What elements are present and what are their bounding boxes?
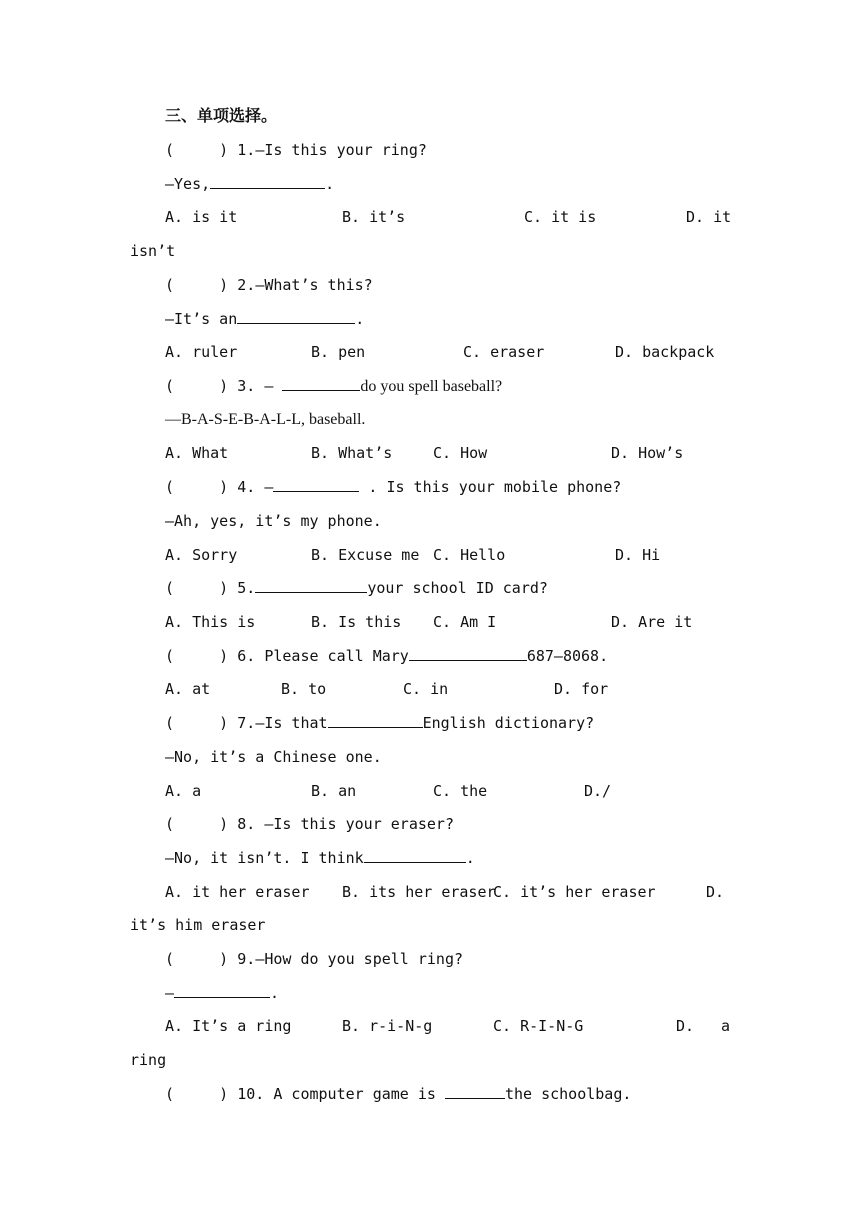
option-a: A. ruler xyxy=(165,343,238,361)
option-c: C. eraser xyxy=(463,343,545,361)
response-text: —It’s an xyxy=(165,310,238,328)
question-stem-start: — xyxy=(264,478,274,496)
answer-paren: ( ) xyxy=(165,579,229,597)
question-stem-end: the schoolbag. xyxy=(504,1085,632,1103)
option-a: A. a xyxy=(165,782,202,800)
question-stem-end: English dictionary? xyxy=(422,714,595,732)
question-3 xyxy=(165,376,502,397)
question-stem: —Is this your ring? xyxy=(255,141,427,159)
option-d: D. Are it xyxy=(611,613,693,631)
question-number: 8. xyxy=(237,815,256,833)
answer-paren: ( ) xyxy=(165,647,229,665)
response-text: —No, it isn’t. I think xyxy=(165,849,364,867)
answer-blank xyxy=(282,376,360,391)
answer-paren: ( ) xyxy=(165,714,229,732)
option-a: A. This is xyxy=(165,613,256,631)
answer-blank xyxy=(237,309,355,324)
option-c: C. R-I-N-G xyxy=(493,1017,584,1035)
question-stem-start: —Is that xyxy=(255,714,328,732)
answer-paren: ( ) xyxy=(165,141,229,159)
option-d: D. Hi xyxy=(615,546,661,564)
response-text: — xyxy=(165,984,175,1002)
option-c: C. How xyxy=(433,444,488,462)
option-c: C. in xyxy=(403,680,449,698)
option-d-wrap: it’s him eraser xyxy=(130,916,266,934)
answer-blank xyxy=(364,848,466,863)
question-stem-start: Please call Mary xyxy=(264,647,409,665)
option-c: C. the xyxy=(433,782,488,800)
question-7-response: —No, it’s a Chinese one. xyxy=(165,748,382,766)
section-title: 三、单项选择。 xyxy=(165,106,278,125)
question-stem: —How do you spell ring? xyxy=(255,950,464,968)
option-a: A. at xyxy=(165,680,211,698)
response-end: . xyxy=(465,849,475,867)
question-stem: —What’s this? xyxy=(255,276,373,294)
option-a: A. What xyxy=(165,444,229,462)
answer-blank xyxy=(255,578,367,593)
option-d: D. xyxy=(706,883,725,901)
question-7 xyxy=(165,713,594,733)
option-a: A. it her eraser xyxy=(165,883,310,901)
answer-paren: ( ) xyxy=(165,1085,229,1103)
answer-paren: ( ) xyxy=(165,377,229,395)
option-d: D. How’s xyxy=(611,444,684,462)
option-b: B. r-i-N-g xyxy=(342,1017,433,1035)
option-b: B. an xyxy=(311,782,357,800)
answer-paren: ( ) xyxy=(165,815,229,833)
question-stem: —Is this your eraser? xyxy=(264,815,454,833)
answer-blank xyxy=(328,713,423,728)
option-c: C. Am I xyxy=(433,613,497,631)
answer-paren: ( ) xyxy=(165,276,229,294)
option-b: B. Excuse me xyxy=(311,546,420,564)
question-stem-end: your school ID card? xyxy=(367,579,548,597)
answer-blank xyxy=(174,983,270,998)
question-1-response xyxy=(165,174,334,194)
question-2-response xyxy=(165,309,364,329)
option-d: D. for xyxy=(554,680,609,698)
answer-paren: ( ) xyxy=(165,950,229,968)
question-number: 2. xyxy=(237,276,256,294)
option-d: D./ xyxy=(584,782,612,800)
question-10 xyxy=(165,1084,631,1104)
question-5 xyxy=(165,578,548,598)
question-6 xyxy=(165,646,608,666)
question-8-response xyxy=(165,848,475,868)
question-number: 9. xyxy=(237,950,256,968)
question-number: 3. xyxy=(237,377,256,395)
option-d: D. xyxy=(676,1017,695,1035)
question-3-response: —B-A-S-E-B-A-L-L, baseball. xyxy=(165,411,366,428)
option-c: C. it’s her eraser xyxy=(493,883,656,901)
option-d: D. it xyxy=(686,208,732,226)
question-number: 6. xyxy=(237,647,256,665)
question-9-response xyxy=(165,983,279,1003)
question-stem-end: do you spell baseball? xyxy=(360,378,503,395)
response-text: —Yes, xyxy=(165,175,211,193)
answer-blank xyxy=(445,1084,505,1099)
option-d: D. backpack xyxy=(615,343,715,361)
question-8 xyxy=(165,814,454,834)
question-number: 7. xyxy=(237,714,256,732)
question-4 xyxy=(165,477,621,497)
option-a: A. Sorry xyxy=(165,546,238,564)
question-2 xyxy=(165,275,373,295)
response-end: . xyxy=(355,310,365,328)
question-stem-start: — xyxy=(264,377,283,395)
option-b: B. its her eraser xyxy=(342,883,496,901)
question-4-response: —Ah, yes, it’s my phone. xyxy=(165,512,382,530)
option-c: C. Hello xyxy=(433,546,506,564)
option-b: B. pen xyxy=(311,343,366,361)
option-b: B. What’s xyxy=(311,444,393,462)
option-d-text: a xyxy=(721,1017,731,1035)
question-stem-start: A computer game is xyxy=(273,1085,445,1103)
option-d-wrap: isn’t xyxy=(130,242,176,260)
option-b: B. Is this xyxy=(311,613,402,631)
question-stem-end: . Is this your mobile phone? xyxy=(359,478,622,496)
option-a: A. It’s a ring xyxy=(165,1017,292,1035)
question-number: 4. xyxy=(237,478,256,496)
question-number: 1. xyxy=(237,141,256,159)
response-end: . xyxy=(325,175,335,193)
option-c: C. it is xyxy=(524,208,597,226)
question-number: 5. xyxy=(237,579,256,597)
response-end: . xyxy=(270,984,280,1002)
option-d-wrap: ring xyxy=(130,1051,167,1069)
question-9 xyxy=(165,949,463,969)
option-b: B. it’s xyxy=(342,208,406,226)
answer-blank xyxy=(409,646,527,661)
option-a: A. is it xyxy=(165,208,238,226)
option-b: B. to xyxy=(281,680,327,698)
answer-paren: ( ) xyxy=(165,478,229,496)
answer-blank xyxy=(273,477,359,492)
answer-blank xyxy=(210,174,325,189)
question-stem-end: 687—8068. xyxy=(526,647,609,665)
question-1 xyxy=(165,140,427,160)
question-number: 10. xyxy=(237,1085,265,1103)
